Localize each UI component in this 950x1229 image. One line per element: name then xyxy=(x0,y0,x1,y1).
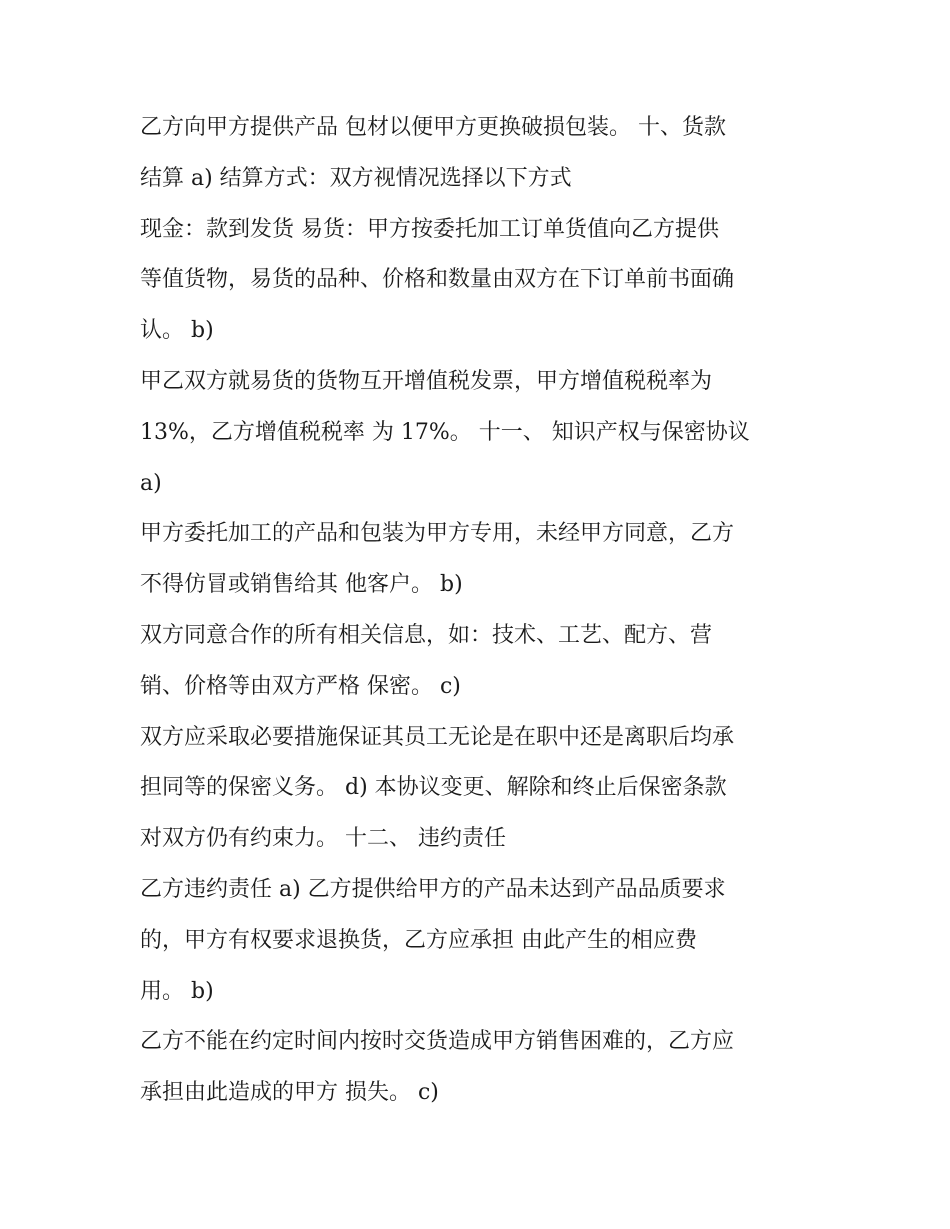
text-line: a) xyxy=(140,470,162,496)
text-line: 承担由此造成的甲方 损失。 c) xyxy=(140,1080,439,1106)
text-line: 不得仿冒或销售给其 他客户。 b) xyxy=(140,572,463,598)
text-line: 乙方向甲方提供产品 包材以便甲方更换破损包装。 十、货款 xyxy=(140,115,726,140)
text-line: 甲乙双方就易货的货物互开增值税发票，甲方增值税税率为 xyxy=(140,368,713,394)
text-line: 等值货物，易货的品种、价格和数量由双方在下订单前书面确 xyxy=(140,267,735,293)
document-body xyxy=(140,108,830,1124)
text-line: 认。 b) xyxy=(140,318,214,344)
text-line: 现金：款到发货 易货：甲方按委托加工订单货值向乙方提供 xyxy=(140,216,719,242)
text-line: 甲方委托加工的产品和包装为甲方专用，未经甲方同意，乙方 xyxy=(140,521,735,547)
text-line: 销、价格等由双方严格 保密。 c) xyxy=(140,673,461,699)
text-line: 的，甲方有权要求退换货，乙方应承担 由此产生的相应费 xyxy=(140,927,697,953)
text-line: 结算 a) 结算方式：双方视情况选择以下方式 xyxy=(140,165,572,191)
text-line: 乙方不能在约定时间内按时交货造成甲方销售困难的，乙方应 xyxy=(140,1029,735,1055)
text-line: 对双方仍有约束力。 十二、 违约责任 xyxy=(140,826,506,852)
text-line: 双方同意合作的所有相关信息，如：技术、工艺、配方、营 xyxy=(140,622,713,648)
text-line: 用。 b) xyxy=(140,978,214,1004)
text-line: 双方应采取必要措施保证其员工无论是在职中还是离职后均承 xyxy=(140,724,735,750)
text-line: 担同等的保密义务。 d) 本协议变更、解除和终止后保密条款 xyxy=(140,775,727,801)
text-line: 13%，乙方增值税税率 为 17%。 十一、 知识产权与保密协议 xyxy=(140,419,750,445)
text-line: 乙方违约责任 a) 乙方提供给甲方的产品未达到产品品质要求 xyxy=(140,876,726,902)
